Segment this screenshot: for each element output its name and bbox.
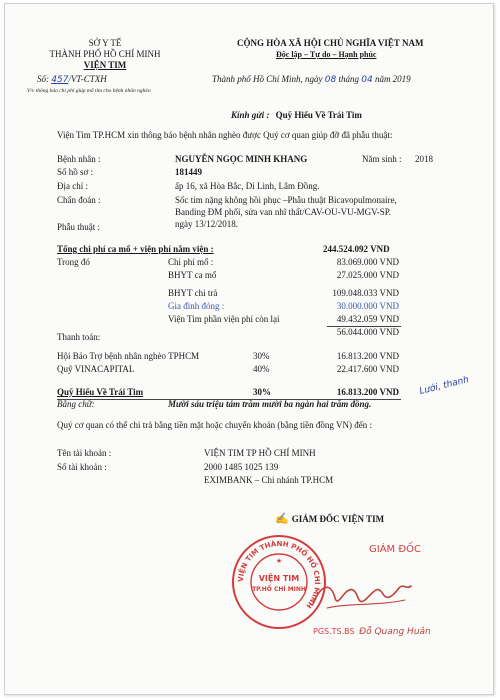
cost-item-value: 49.432.059 VND <box>336 314 399 324</box>
diagnosis-line-1: Sốc tim nặng không hồi phục –Phẫu thuật Bicavopulmonaire, <box>175 195 397 205</box>
cost-item-label: Chi phí mổ : <box>168 257 214 267</box>
date-month: 04 <box>361 75 373 85</box>
stamp-outer-text: VIỆN TIM THÀNH PHỐ HỒ CHÍ MINH <box>236 539 322 610</box>
stamp-center-text: VIỆN TIM <box>258 574 300 583</box>
bank-name: EXIMBANK – Chi nhánh TP.HCM <box>204 475 334 485</box>
patient-name: NGUYỄN NGỌC MINH KHANG <box>175 154 308 164</box>
recipient-line <box>231 110 362 120</box>
date-prefix: Thành phố Hồ Chí Minh, ngày <box>212 74 323 84</box>
surgery-label: Phẫu thuật : <box>57 222 100 232</box>
document-subject: V/v thông báo chi phí giúp mổ tim cho bệnh nhân nghèo <box>27 88 151 94</box>
cost-item-value: 109.048.033 VND <box>332 288 399 298</box>
sponsor-name: Quỹ VINACAPITAL <box>57 364 135 374</box>
file-no: 181449 <box>175 167 202 177</box>
address-label: Địa chỉ : <box>57 181 88 191</box>
signer-line <box>313 627 431 637</box>
account-name-label: Tên tài khoản : <box>57 448 112 458</box>
sponsor-amount: 16.813.200 VND <box>336 351 399 361</box>
svg-text:★: ★ <box>275 557 283 565</box>
document-number <box>37 74 107 85</box>
account-no-label: Số tài khoản : <box>57 462 107 472</box>
ministry-name: SỞ Y TẾ <box>88 38 122 48</box>
sponsor-percent: 30% <box>253 351 270 361</box>
cost-item-label: BHYT chi trả <box>168 288 218 298</box>
cost-item-label: Viện Tim phần viện phí còn lại <box>168 314 280 324</box>
sponsor-percent: 30% <box>253 387 271 397</box>
country-name: CỘNG HÒA XÃ HỘI CHỦ NGHĨA VIỆT NAM <box>237 38 424 48</box>
including-label: Trong đó <box>57 257 90 267</box>
cost-item-value: 83.069.000 VND <box>336 257 399 267</box>
director-title-text: GIÁM ĐỐC VIỆN TIM <box>291 514 385 524</box>
recipient-label: Kính gửi : <box>231 110 270 120</box>
doc-no-prefix: Số: <box>37 74 49 84</box>
sponsor-name-highlight: Quỹ Hiểu Về Trái Tim <box>57 387 144 397</box>
total-cost-value: 244.524.092 VND <box>323 244 390 254</box>
signer-name: Đỗ Quang Huân <box>359 627 431 637</box>
org-name: VIỆN TIM <box>83 60 127 70</box>
account-no: 2000 1485 1025 139 <box>204 462 279 472</box>
sponsor-amount: 22.417.600 VND <box>336 364 399 374</box>
file-no-label: Số hồ sơ : <box>57 167 94 177</box>
birth-year: 2018 <box>415 154 433 164</box>
diagnosis-label: Chẩn đoán : <box>57 195 101 205</box>
director-title: ✍ GIÁM ĐỐC VIỆN TIM <box>275 513 385 525</box>
account-name: VIỆN TIM TP HỒ CHÍ MINH <box>204 448 316 458</box>
birth-year-label: Năm sinh : <box>362 154 402 164</box>
date-mid: tháng <box>338 74 359 84</box>
patient-name-label: Bệnh nhân : <box>57 154 101 164</box>
handwritten-note: Lưới, thanh <box>418 375 471 397</box>
amount-in-words: Mười sáu triệu tám trăm mười ba ngàn hai trăm đồng. <box>168 399 372 409</box>
cost-item-label: BHYT ca mổ <box>168 270 217 280</box>
surgery-date: ngày 13/12/2018. <box>175 219 238 229</box>
address: ấp 16, xã Hòa Bắc, Di Linh, Lâm Đồng. <box>175 181 320 191</box>
stamp-center-text-2: TP.HỒ CHÍ MINH <box>252 586 306 593</box>
doc-no-handwritten: 457 <box>51 75 69 85</box>
recipient-name: Quỹ Hiểu Về Trái Tim <box>275 110 362 120</box>
cost-item-value: 27.025.000 VND <box>336 270 399 280</box>
national-motto: Độc lập – Tự do – Hạnh phúc <box>276 50 377 59</box>
cost-item-value: 30.000.000 VND <box>336 301 399 311</box>
date-day: 08 <box>324 75 337 85</box>
cost-item-label: Gia đình đóng : <box>168 301 225 311</box>
handwritten-signature-icon <box>307 576 417 616</box>
sponsor-amount: 16.813.200 VND <box>336 387 399 397</box>
doc-no-suffix: /VT-CTXH <box>68 74 107 84</box>
sponsor-name: Hội Bảo Trợ bệnh nhân nghèo TPHCM <box>57 351 200 361</box>
document-date <box>212 74 411 85</box>
city-name: THÀNH PHỐ HỒ CHÍ MINH <box>49 49 161 59</box>
amount-in-words-label: Bằng chữ: <box>57 399 95 409</box>
date-suffix: năm 2019 <box>374 74 411 84</box>
diagnosis-line-2: Banding ĐM phổi, sửa van nhĩ thất/CAV-OU-VU-MGV-SP. <box>175 207 392 217</box>
intro-text: Viện Tim TP.HCM xin thông báo bệnh nhân nghèo được Quý cơ quan giúp đỡ đã phẫu thuật: <box>57 130 393 140</box>
document-page <box>4 3 494 695</box>
transfer-intro: Quý cơ quan có thể chi trả bằng tiền mặt hoặc chuyển khoản (bằng tiền đồng VN) đến : <box>57 420 372 430</box>
stamp-title: GIÁM ĐỐC <box>369 544 421 555</box>
payment-value: 56.044.000 VND <box>336 327 399 337</box>
signer-title: PGS.TS.BS <box>313 627 355 636</box>
payment-label: Thanh toán: <box>57 332 101 342</box>
sponsor-percent: 40% <box>253 364 270 374</box>
total-cost-label: Tổng chi phí ca mổ + viện phí nằm viện : <box>57 244 214 254</box>
